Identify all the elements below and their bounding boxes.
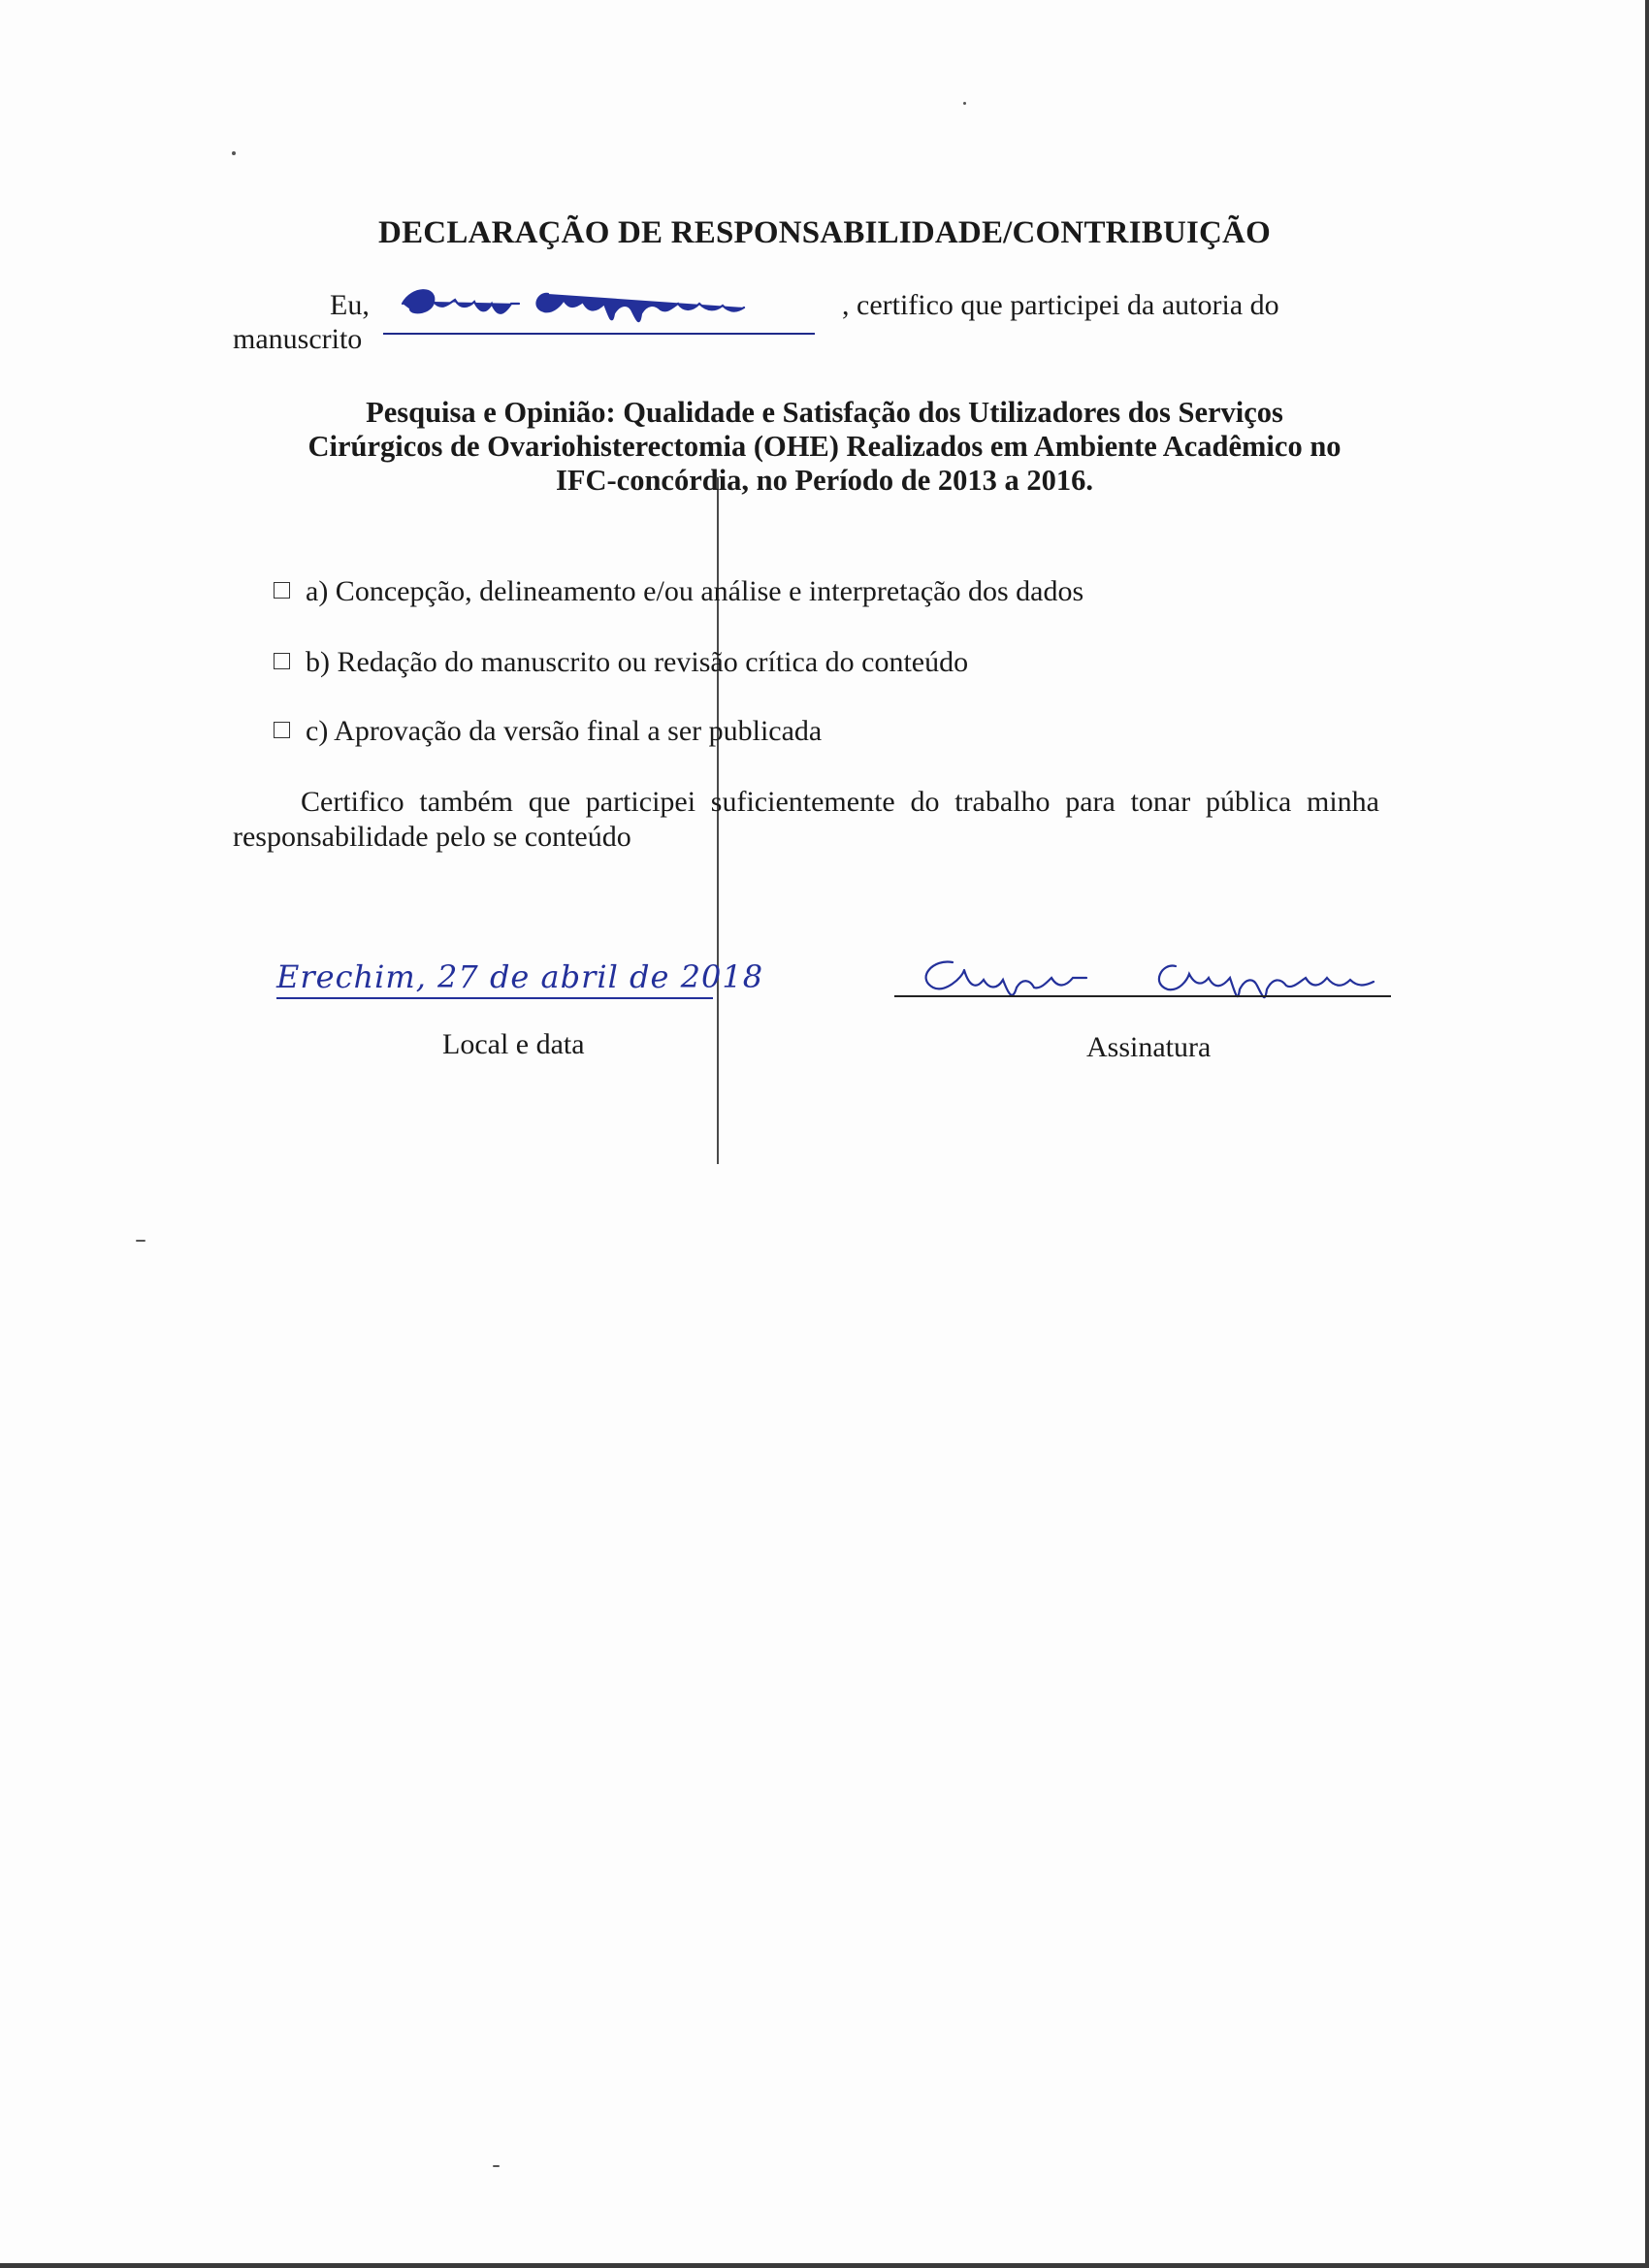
scan-speck bbox=[136, 1240, 146, 1242]
checkbox-a[interactable] bbox=[274, 582, 290, 599]
scan-speck bbox=[232, 151, 236, 155]
option-a-label: a) Concepção, delineamento e/ou análise e interpretação dos dados bbox=[306, 575, 1084, 607]
checkbox-b[interactable] bbox=[274, 653, 290, 669]
checkbox-c[interactable] bbox=[274, 722, 290, 738]
eu-label: Eu, bbox=[330, 289, 370, 321]
paper-title-line: Cirúrgicos de Ovariohisterectomia (OHE) Realizados em Ambiente Acadêmico no bbox=[307, 430, 1342, 463]
signature-caption: Assinatura bbox=[1086, 1031, 1212, 1063]
document-title: DECLARAÇÃO DE RESPONSABILIDADE/CONTRIBUIÇÃO bbox=[378, 215, 1271, 250]
contribution-option-b[interactable] bbox=[274, 646, 968, 679]
manuscrito-text: manuscrito bbox=[233, 323, 363, 355]
place-date-caption: Local e data bbox=[442, 1028, 585, 1060]
scan-edge-bottom bbox=[0, 2263, 1649, 2268]
place-date-handwritten: Erechim, 27 de abril de 2018 bbox=[276, 958, 764, 995]
scan-speck bbox=[963, 102, 966, 105]
certification-paragraph: Certifico também que participei suficientemente do trabalho para tonar pública minha responsabilidade pelo se conteúdo bbox=[233, 786, 1379, 853]
place-date-underline bbox=[276, 997, 713, 999]
certifico-text: , certifico que participei da autoria do bbox=[842, 289, 1279, 321]
scan-edge-right bbox=[1645, 0, 1649, 2268]
paper-title bbox=[194, 396, 1455, 498]
contribution-option-c[interactable] bbox=[274, 715, 822, 748]
scan-speck bbox=[493, 2165, 500, 2167]
contribution-option-a[interactable] bbox=[274, 575, 1083, 608]
author-name-handwritten bbox=[383, 275, 815, 335]
paper-title-line: Pesquisa e Opinião: Qualidade e Satisfação dos Utilizadores dos Serviços bbox=[366, 396, 1283, 429]
option-b-label: b) Redação do manuscrito ou revisão crítica do conteúdo bbox=[306, 646, 969, 678]
paper-title-line: IFC-concórdia, no Período de 2013 a 2016. bbox=[555, 464, 1094, 497]
signature-underline bbox=[894, 995, 1391, 997]
signature-handwritten bbox=[894, 949, 1399, 1007]
option-c-label: c) Aprovação da versão final a ser publicada bbox=[306, 715, 823, 747]
